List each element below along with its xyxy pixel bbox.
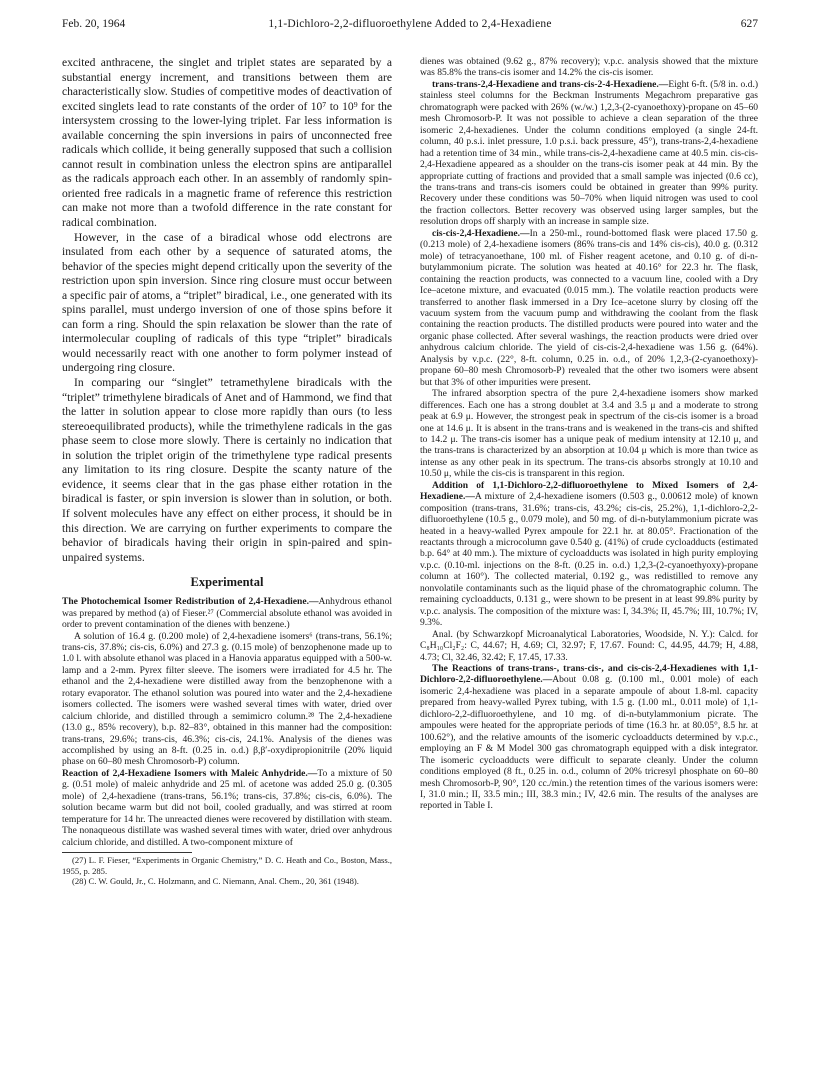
paragraph-solution: A solution of 16.4 g. (0.200 mole) of 2,4-hexadiene isomers⁶ (trans-trans, 56.1%; trans-cis, 37.8%; cis-cis, 6.0%) and 27.3 g. (0.15 mole) of benzophenone made up to 1.0 l. with absolute ethanol was placed in a Hanovia apparatus equipped with a 500-w. lamp and a 2-mm. Pyrex filter sleeve. The isomers were irradiated for 4.5 hr. The ethanol and the 2,4-hexadiene were distilled away from the benzophenone with a rotary evaporator. The ethanol solution was poured into water and the 2,4-hexadiene isomers collected. The isomers were washed several times with water, dried over calcium chloride, and distilled through a semimicro column.²⁸ The 2,4-hexadiene (13.0 g., 85% recovery), b.p. 82–83°, obtained in this manner had the composition: trans-trans, 29.6%; trans-cis, 46.3%; cis-cis, 24.1%. Analysis of the dienes was accomplished by using an 8-ft. (0.25 in. o.d.) β,β′-oxydipropionitrile (20% liquid phase on 60–80 mesh Chromosorb-P) column.: [62, 630, 392, 768]
heading-reactions: The Reactions of trans-trans-, trans-cis-, and cis-cis-2,4-Hexadienes with 1,1-Dichloro-2,2-difluoroethylene.—: [420, 663, 758, 686]
text-photochemical: Anhydrous ethanol was prepared by method (a) of Fieser.²⁷ (Commercial absolute ethanol was avoided in order to prevent contamination of the dienes with benzene.): [62, 596, 392, 631]
header-date: Feb. 20, 1964: [62, 18, 126, 30]
text-reactions: About 0.08 g. (0.100 ml., 0.001 mole) of each isomeric 2,4-hexadiene was placed in a separate ampoule of about 1.8-ml. capacity prepared from heavy-walled Pyrex tubing, with 1.5 g. (1.00 ml., 0.011 mole) of 1,1-dichloro-2,2-difluoroethylene, and 10 mg. of di-n-butylammonium picrate. The ampoules were heated for the appropriate periods of time (16.3 hr. at 80.05°, 8.5 hr. at 100.62°), and the relative amounts of the isomeric cycloadducts determined by v.p.c., employing an F & M Model 300 gas chromatograph equipped with a disk integrator. The isomeric cycloadducts were difficult to separate cleanly. Under the column conditions employed (8 ft., 0.25 in. o.d., column of 20% tricresyl phosphate on 60–80 mesh Chromosorb-P, 90°, 120 cc./min.) the retention times of the various isomers were: I, 31.0 min.; II, 33.5 min.; III, 38.3 min.; IV, 42.6 min. The results of the analyses are reported in Table I.: [420, 674, 758, 812]
paragraph-infrared: The infrared absorption spectra of the pure 2,4-hexadiene isomers show marked differences. Each one has a strong doublet at 3.4 and 3.5 μ and a moderate to strong peak at 6.9 μ. However, the strongest peak in spectrum of the cis-cis isomer is a broad one at 14.6 μ. It is absent in the trans-trans and is weakened in the trans-cis and shifted to 14.2 μ. The trans-cis isomer has a unique peak of medium intensity at 12.10 μ, and the trans-trans is characterized by an absorption at 10.04 μ which is more than twice as intense as any other peak in its spectrum. The trans-cis absorbs strongly at 10.10 and 10.50 μ, while the cis-cis is transparent in this region.: [420, 388, 758, 480]
page-number: 627: [740, 18, 758, 30]
section-title-experimental: Experimental: [190, 575, 264, 590]
footnote-27: (27) L. F. Fieser, “Experiments in Organic Chemistry,” D. C. Heath and Co., Boston, Mass., 1955, p. 285.: [62, 855, 392, 876]
running-header: [62, 18, 758, 34]
heading-photochemical: The Photochemical Isomer Redistribution of 2,4-Hexadiene.—: [62, 596, 319, 608]
footnote-28: (28) C. W. Gould, Jr., C. Holzmann, and C. Niemann, Anal. Chem., 20, 361 (1948).: [72, 875, 359, 886]
heading-trans-trans: trans-trans-2,4-Hexadiene and trans-cis-2-4-Hexadiene.—: [432, 78, 669, 90]
heading-maleic: Reaction of 2,4-Hexadiene Isomers with Maleic Anhydride.—: [62, 767, 318, 779]
text-maleic: To a mixture of 50 g. (0.51 mole) of maleic anhydride and 25 ml. of acetone was added 25.0 g. (0.305 mole) of 2,4-hexadiene (trans-trans, 56.1%; trans-cis, 37.8%; cis-cis, 6.0%). The solution became warm but did not boil, cooled gradually, and was stirred at room temperature for 14 hr. The unreacted dienes were recovered by distillation with steam. The nonaqueous distillate was washed several times with water, dried over anhydrous calcium chloride, and distilled. A two-component mixture of: [62, 767, 392, 848]
paragraph-dienes: dienes was obtained (9.62 g., 87% recovery); v.p.c. analysis showed that the mixture was 85.8% the trans-cis isomer and 14.2% the cis-cis isomer.: [420, 56, 758, 79]
heading-addition: Addition of 1,1-Dichloro-2,2-difluoroethylene to Mixed Isomers of 2,4-Hexadiene.—: [420, 479, 758, 503]
footnotes: [62, 852, 392, 886]
heading-cis-cis: cis-cis-2,4-Hexadiene.—: [432, 227, 530, 239]
text-trans-trans: Eight 6-ft. (5/8 in. o.d.) stainless steel columns for the Beckman Instruments Megachrom preparative gas chromatograph were packed with 26% (w./w.) 1,2,3-(2-cyanoethoxy)-propane on 45–60 mesh Chromosorb-P. It was not possible to achieve a clean separation of the three isomeric 2,4-hexadienes. Under the column conditions employed (a single 24-ft. column, 40 p.s.i. inlet pressure, 1.0 p.s.i. back pressure, 45°), trans-trans-2,4-hexadiene had a retention time of 34 min., while trans-cis-2,4-hexadiene came at 40.5 min. cis-cis-2,4-Hexadiene appeared as a shoulder on the trans-cis isomer peak at 44 min. By the appropriate cutting of fractions and provided that a small sample was injected (0.6 cc), the trans-trans and trans-cis isomers could be obtained in greater than 99% purity. Recovery under these conditions was 50–70% when liquid nitrogen was used to cool the fraction collectors. Better recovery was observed using larger samples, but the resolution drops off sharply with an increase in sample size.: [420, 78, 758, 228]
paragraph-maleic: [62, 768, 392, 848]
text-cis-cis: In a 250-ml., round-bottomed flask were placed 17.50 g. (0.213 mole) of 2,4-hexadiene isomers (86% trans-cis and 14% cis-cis), 40.0 g. (0.312 mole) of tetracyanoethane, 100 ml. of Fisher reagent acetone, and 0.10 g. of di-n-butylammonium picrate. The solution was heated at 40.16° for 22.3 hr. The flask, containing the reaction products, was connected to a vacuum line, cooled with a Dry Ice–acetone mixture, and evacuated (0.015 mm.). The volatile reaction products were transferred to another flask immersed in a Dry Ice–acetone slurry by closing off the vacuum system from the vacuum pump and withdrawing the coolant from the flask containing the reaction products. The distilled products were poured into water and the organic phase collected. After several washings, the reaction products were dried over anhydrous calcium chloride. The yield of cis-cis-2,4-hexadiene was 1.56 g. (64%). Analysis by v.p.c. (22°, 8-ft. column, 0.25 in. o.d., of 20% 1,2,3-(2-cyanoethoxy)-propane 60–80 mesh Chromosorb-P) revealed that the other two isomers were absent but that 3% of other impurities were present.: [420, 227, 758, 388]
paragraph-comparison: In comparing our “singlet” tetramethylene biradicals with the “triplet” trimethylene biradicals of Anet and of Hammond, we find that the latter in solution appear to close more rapidly than ours (to less stereoequilibrated products), while the trimethylene radicals in the gas phase seem to close more slowly. There is certainly no indication that in solution the triplet origin of the trimethylene type radical presents any limitation to its ring closure. Despite the scanty nature of the evidence, it seems clear that in the gas phase either rotation in the biradical is faster, or spin inversion is slower than in solution, or both. If solvent molecules have any effect on either process, it should be in this direction. We are carrying on further experiments to compare the behavior of biradicals having their origin in spin-paired and spin-unpaired systems.: [62, 377, 392, 564]
paragraph-biradical: However, in the case of a biradical whose odd electrons are insulated from each other by a sequence of saturated atoms, the behavior of the species might depend critically upon the severity of the restriction upon spin inversion. Since ring closure must occur between a specific pair of atoms, a “triplet” biradical, i.e., one generated with its spins parallel, must undergo inversion of one of those spins before it can form a ring. Should the spin relaxation be slower than the rate of intermolecular coupling of radicals of this type “triplet” biradicals would necessarily react with one another to form polymer instead of undergoing ring closure.: [62, 231, 392, 375]
paragraph-photochemical: [62, 596, 392, 630]
right-column: [420, 56, 758, 1041]
left-column: [62, 56, 392, 1036]
paragraph-anthracene: excited anthracene, the singlet and triplet states are separated by a substantial energy increment, and transitions between them are characteristically slow. Studies of competitive modes of deactivation of excited singlets lead to rate constants of the order of 10⁷ to 10⁹ for the intersystem crossing to the lower-lying triplet. Far less information is available concerning the spin inversions in pairs of unconnected free radicals which collide, it being generally supposed that such a collision cannot result in combination unless the electron spins are antiparallel as the radicals approach each other. In an assembly of randomly spin-oriented free radicals in a magnetic frame of reference this restriction can make not more than a twofold difference in the rate constant for radical combination.: [62, 57, 392, 230]
text-addition: A mixture of 2,4-hexadiene isomers (0.503 g., 0.00612 mole) of known composition (trans-trans, 31.6%; trans-cis, 43.2%; cis-cis, 25.2%), 1,1-dichloro-2,2-difluoroethylene (10.5 g., 0.079 mole), and 50 mg. of di-n-butylammonium picrate was heated in a heavy-walled Pyrex ampoule for 22.1 hr. at 80.05°. Fractionation of the reactants through a microcolumn gave 0.540 g. (41%) of crude cycloadducts (estimated b.p. 64° at 40 mm.). The mixture of cycloadducts was isolated in high purity employing v.p.c. (0.10-ml. injections on the 8-ft. (0.25 in. o.d.) 1,2,3-(2-cyanoethyoxy)-propane column at 160°). The collected material, 0.192 g., was redistilled to remove any nonvolatile contaminants such as the liquid phase of the chromatographic column. The remaining cycloadducts, 0.131 g., were shown to be present in at least 99.8% purity by v.p.c. analysis. The composition of the mixture was: I, 34.3%; II, 45.7%; III, 10.7%; IV, 9.3%.: [420, 491, 758, 629]
header-title: 1,1-Dichloro-2,2-difluoroethylene Added to 2,4-Hexadiene: [268, 18, 552, 30]
paragraph-analysis: Anal. (by Schwarzkopf Microanalytical Laboratories, Woodside, N. Y.): Calcd. for C₈H₁₀Cl₂F₂: C, 44.67; H, 4.69; Cl, 32.97; F, 17.67. Found: C, 44.95, 44.79; H, 4.88, 4.73; Cl, 32.46, 32.42; F, 17.45, 17.33.: [420, 628, 758, 663]
